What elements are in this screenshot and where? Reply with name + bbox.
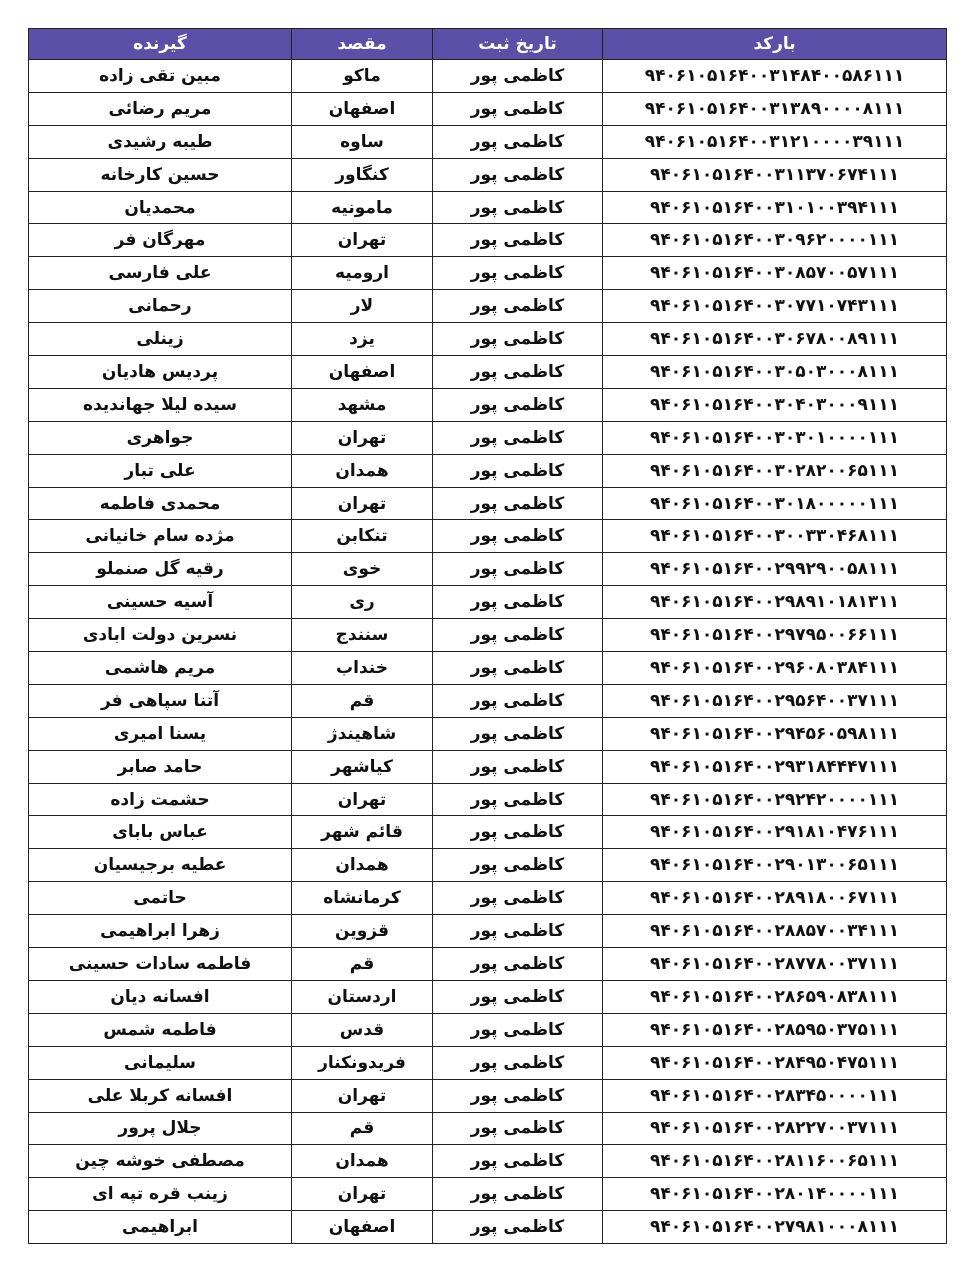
receiver-cell: مژده سام خانیانی <box>29 520 292 553</box>
barcode-cell: ۹۴۰۶۱۰۵۱۶۴۰۰۳۰۱۸۰۰۰۰۰۱۱۱ <box>603 487 947 520</box>
table-row <box>29 1013 947 1046</box>
barcode-cell: ۹۴۰۶۱۰۵۱۶۴۰۰۲۸۷۷۸۰۰۳۷۱۱۱ <box>603 948 947 981</box>
barcode-cell: ۹۴۰۶۱۰۵۱۶۴۰۰۳۱۳۸۹۰۰۰۰۸۱۱۱ <box>603 92 947 125</box>
barcode-cell: ۹۴۰۶۱۰۵۱۶۴۰۰۳۱۲۱۰۰۰۰۳۹۱۱۱ <box>603 125 947 158</box>
destination-cell: قم <box>292 684 433 717</box>
receiver-cell: مریم رضائی <box>29 92 292 125</box>
table-row <box>29 553 947 586</box>
barcode-cell: ۹۴۰۶۱۰۵۱۶۴۰۰۲۹۶۰۸۰۳۸۴۱۱۱ <box>603 652 947 685</box>
table-row <box>29 1046 947 1079</box>
receiver-cell: جواهری <box>29 421 292 454</box>
receiver-cell: آسیه حسینی <box>29 586 292 619</box>
receiver-cell: عطیه برجیسیان <box>29 849 292 882</box>
destination-cell: قم <box>292 1112 433 1145</box>
receiver-cell: آتنا سپاهی فر <box>29 684 292 717</box>
date-cell: کاظمی پور <box>433 915 603 948</box>
date-cell: کاظمی پور <box>433 849 603 882</box>
destination-cell: مامونیه <box>292 191 433 224</box>
barcode-cell: ۹۴۰۶۱۰۵۱۶۴۰۰۲۹۹۲۹۰۰۵۸۱۱۱ <box>603 553 947 586</box>
date-cell: کاظمی پور <box>433 125 603 158</box>
destination-cell: تهران <box>292 1079 433 1112</box>
table-row <box>29 948 947 981</box>
destination-cell: سنندج <box>292 619 433 652</box>
barcode-cell: ۹۴۰۶۱۰۵۱۶۴۰۰۲۷۹۸۱۰۰۰۸۱۱۱ <box>603 1211 947 1244</box>
date-cell: کاظمی پور <box>433 882 603 915</box>
date-cell: کاظمی پور <box>433 454 603 487</box>
receiver-cell: رقیه گل صنملو <box>29 553 292 586</box>
table-row <box>29 1079 947 1112</box>
date-cell: کاظمی پور <box>433 487 603 520</box>
table-row <box>29 421 947 454</box>
barcode-cell: ۹۴۰۶۱۰۵۱۶۴۰۰۳۰۴۰۳۰۰۰۹۱۱۱ <box>603 388 947 421</box>
table-row <box>29 652 947 685</box>
destination-cell: همدان <box>292 1145 433 1178</box>
barcode-cell: ۹۴۰۶۱۰۵۱۶۴۰۰۳۰۷۷۱۰۷۴۳۱۱۱ <box>603 290 947 323</box>
destination-cell: تهران <box>292 224 433 257</box>
receiver-cell: سیده لیلا جهاندیده <box>29 388 292 421</box>
destination-cell: تهران <box>292 487 433 520</box>
barcode-cell: ۹۴۰۶۱۰۵۱۶۴۰۰۳۱۴۸۴۰۰۵۸۶۱۱۱ <box>603 60 947 93</box>
table-row <box>29 1178 947 1211</box>
header-date: تاریخ ثبت <box>433 29 603 60</box>
date-cell: کاظمی پور <box>433 257 603 290</box>
barcode-cell: ۹۴۰۶۱۰۵۱۶۴۰۰۲۹۳۱۸۴۴۴۷۱۱۱ <box>603 750 947 783</box>
table-row <box>29 520 947 553</box>
receiver-cell: نسرین دولت ابادی <box>29 619 292 652</box>
table-row <box>29 980 947 1013</box>
date-cell: کاظمی پور <box>433 60 603 93</box>
destination-cell: تهران <box>292 783 433 816</box>
date-cell: کاظمی پور <box>433 356 603 389</box>
date-cell: کاظمی پور <box>433 92 603 125</box>
destination-cell: خوی <box>292 553 433 586</box>
receiver-cell: رحمانی <box>29 290 292 323</box>
table-row <box>29 1145 947 1178</box>
date-cell: کاظمی پور <box>433 980 603 1013</box>
barcode-cell: ۹۴۰۶۱۰۵۱۶۴۰۰۲۹۱۸۱۰۴۷۶۱۱۱ <box>603 816 947 849</box>
date-cell: کاظمی پور <box>433 684 603 717</box>
destination-cell: ساوه <box>292 125 433 158</box>
barcode-cell: ۹۴۰۶۱۰۵۱۶۴۰۰۳۰۰۳۳۰۴۶۸۱۱۱ <box>603 520 947 553</box>
date-cell: کاظمی پور <box>433 783 603 816</box>
barcode-cell: ۹۴۰۶۱۰۵۱۶۴۰۰۳۰۲۸۲۰۰۶۵۱۱۱ <box>603 454 947 487</box>
receiver-cell: یسنا امیری <box>29 717 292 750</box>
barcode-cell: ۹۴۰۶۱۰۵۱۶۴۰۰۳۰۸۵۷۰۰۵۷۱۱۱ <box>603 257 947 290</box>
receiver-cell: علی فارسی <box>29 257 292 290</box>
receiver-cell: سلیمانی <box>29 1046 292 1079</box>
barcode-cell: ۹۴۰۶۱۰۵۱۶۴۰۰۲۹۵۶۴۰۰۳۷۱۱۱ <box>603 684 947 717</box>
table-row <box>29 783 947 816</box>
barcode-cell: ۹۴۰۶۱۰۵۱۶۴۰۰۲۸۸۵۷۰۰۳۴۱۱۱ <box>603 915 947 948</box>
date-cell: کاظمی پور <box>433 1046 603 1079</box>
destination-cell: فریدونکنار <box>292 1046 433 1079</box>
table-row <box>29 323 947 356</box>
destination-cell: اصفهان <box>292 356 433 389</box>
destination-cell: تهران <box>292 1178 433 1211</box>
date-cell: کاظمی پور <box>433 750 603 783</box>
receiver-cell: حاتمی <box>29 882 292 915</box>
date-cell: کاظمی پور <box>433 948 603 981</box>
barcode-cell: ۹۴۰۶۱۰۵۱۶۴۰۰۲۸۳۴۵۰۰۰۰۱۱۱ <box>603 1079 947 1112</box>
table-row <box>29 717 947 750</box>
date-cell: کاظمی پور <box>433 290 603 323</box>
table-row <box>29 882 947 915</box>
table-row <box>29 1211 947 1244</box>
receiver-cell: محمدیان <box>29 191 292 224</box>
table-row <box>29 356 947 389</box>
barcode-cell: ۹۴۰۶۱۰۵۱۶۴۰۰۲۸۶۵۹۰۸۳۸۱۱۱ <box>603 980 947 1013</box>
barcode-cell: ۹۴۰۶۱۰۵۱۶۴۰۰۲۹۸۹۱۰۱۸۱۳۱۱ <box>603 586 947 619</box>
destination-cell: شاهیندژ <box>292 717 433 750</box>
receiver-cell: حشمت زاده <box>29 783 292 816</box>
receiver-cell: مهرگان فر <box>29 224 292 257</box>
destination-cell: قائم شهر <box>292 816 433 849</box>
receiver-cell: فاطمه شمس <box>29 1013 292 1046</box>
destination-cell: اصفهان <box>292 92 433 125</box>
receiver-cell: محمدی فاطمه <box>29 487 292 520</box>
barcode-cell: ۹۴۰۶۱۰۵۱۶۴۰۰۳۱۰۱۰۰۳۹۴۱۱۱ <box>603 191 947 224</box>
table-row <box>29 257 947 290</box>
date-cell: کاظمی پور <box>433 1013 603 1046</box>
header-receiver: گیرنده <box>29 29 292 60</box>
date-cell: کاظمی پور <box>433 1112 603 1145</box>
date-cell: کاظمی پور <box>433 586 603 619</box>
date-cell: کاظمی پور <box>433 421 603 454</box>
table-row <box>29 1112 947 1145</box>
table-row <box>29 388 947 421</box>
destination-cell: ارومیه <box>292 257 433 290</box>
date-cell: کاظمی پور <box>433 553 603 586</box>
receiver-cell: علی تبار <box>29 454 292 487</box>
destination-cell: اصفهان <box>292 1211 433 1244</box>
barcode-cell: ۹۴۰۶۱۰۵۱۶۴۰۰۲۹۷۹۵۰۰۶۶۱۱۱ <box>603 619 947 652</box>
destination-cell: لار <box>292 290 433 323</box>
date-cell: کاظمی پور <box>433 816 603 849</box>
date-cell: کاظمی پور <box>433 158 603 191</box>
receiver-cell: حامد صابر <box>29 750 292 783</box>
barcode-cell: ۹۴۰۶۱۰۵۱۶۴۰۰۲۹۲۴۲۰۰۰۰۱۱۱ <box>603 783 947 816</box>
table-row <box>29 849 947 882</box>
receiver-cell: طیبه رشیدی <box>29 125 292 158</box>
table-row <box>29 816 947 849</box>
destination-cell: تهران <box>292 421 433 454</box>
receiver-cell: جلال پرور <box>29 1112 292 1145</box>
destination-cell: قزوین <box>292 915 433 948</box>
destination-cell: ری <box>292 586 433 619</box>
table-row <box>29 158 947 191</box>
barcode-cell: ۹۴۰۶۱۰۵۱۶۴۰۰۳۰۵۰۳۰۰۰۸۱۱۱ <box>603 356 947 389</box>
barcode-cell: ۹۴۰۶۱۰۵۱۶۴۰۰۲۸۹۱۸۰۰۶۷۱۱۱ <box>603 882 947 915</box>
destination-cell: ماکو <box>292 60 433 93</box>
date-cell: کاظمی پور <box>433 520 603 553</box>
barcode-cell: ۹۴۰۶۱۰۵۱۶۴۰۰۲۸۲۲۷۰۰۳۷۱۱۱ <box>603 1112 947 1145</box>
table-row <box>29 586 947 619</box>
barcode-cell: ۹۴۰۶۱۰۵۱۶۴۰۰۲۹۰۱۳۰۰۶۵۱۱۱ <box>603 849 947 882</box>
barcode-cell: ۹۴۰۶۱۰۵۱۶۴۰۰۲۹۴۵۶۰۵۹۸۱۱۱ <box>603 717 947 750</box>
date-cell: کاظمی پور <box>433 224 603 257</box>
receiver-cell: ابراهیمی <box>29 1211 292 1244</box>
receiver-cell: مریم هاشمی <box>29 652 292 685</box>
table-row <box>29 487 947 520</box>
table-row <box>29 125 947 158</box>
date-cell: کاظمی پور <box>433 717 603 750</box>
date-cell: کاظمی پور <box>433 1178 603 1211</box>
table-row <box>29 750 947 783</box>
receiver-cell: افسانه دیان <box>29 980 292 1013</box>
date-cell: کاظمی پور <box>433 619 603 652</box>
receiver-cell: افسانه کربلا علی <box>29 1079 292 1112</box>
shipment-table <box>28 28 947 1244</box>
barcode-cell: ۹۴۰۶۱۰۵۱۶۴۰۰۳۰۶۷۸۰۰۸۹۱۱۱ <box>603 323 947 356</box>
receiver-cell: زینلی <box>29 323 292 356</box>
receiver-cell: فاطمه سادات حسینی <box>29 948 292 981</box>
table-row <box>29 454 947 487</box>
date-cell: کاظمی پور <box>433 652 603 685</box>
destination-cell: اردستان <box>292 980 433 1013</box>
table-row <box>29 915 947 948</box>
destination-cell: قدس <box>292 1013 433 1046</box>
destination-cell: همدان <box>292 454 433 487</box>
receiver-cell: زهرا ابراهیمی <box>29 915 292 948</box>
barcode-cell: ۹۴۰۶۱۰۵۱۶۴۰۰۲۸۴۹۵۰۴۷۵۱۱۱ <box>603 1046 947 1079</box>
receiver-cell: پردیس هادیان <box>29 356 292 389</box>
receiver-cell: حسین کارخانه <box>29 158 292 191</box>
receiver-cell: زینب قره تپه ای <box>29 1178 292 1211</box>
barcode-cell: ۹۴۰۶۱۰۵۱۶۴۰۰۳۱۱۳۷۰۶۷۴۱۱۱ <box>603 158 947 191</box>
table-row <box>29 619 947 652</box>
destination-cell: همدان <box>292 849 433 882</box>
date-cell: کاظمی پور <box>433 1211 603 1244</box>
table-header <box>29 29 947 60</box>
table-row <box>29 684 947 717</box>
destination-cell: مشهد <box>292 388 433 421</box>
shipment-sheet <box>28 28 946 1244</box>
barcode-cell: ۹۴۰۶۱۰۵۱۶۴۰۰۳۰۳۰۱۰۰۰۰۱۱۱ <box>603 421 947 454</box>
date-cell: کاظمی پور <box>433 1145 603 1178</box>
table-row <box>29 191 947 224</box>
table-row <box>29 60 947 93</box>
barcode-cell: ۹۴۰۶۱۰۵۱۶۴۰۰۳۰۹۶۲۰۰۰۰۱۱۱ <box>603 224 947 257</box>
destination-cell: کرمانشاه <box>292 882 433 915</box>
table-row <box>29 92 947 125</box>
receiver-cell: عباس بابای <box>29 816 292 849</box>
destination-cell: خنداب <box>292 652 433 685</box>
header-destination: مقصد <box>292 29 433 60</box>
destination-cell: یزد <box>292 323 433 356</box>
header-barcode: بارکد <box>603 29 947 60</box>
date-cell: کاظمی پور <box>433 191 603 224</box>
barcode-cell: ۹۴۰۶۱۰۵۱۶۴۰۰۲۸۵۹۵۰۳۷۵۱۱۱ <box>603 1013 947 1046</box>
date-cell: کاظمی پور <box>433 323 603 356</box>
receiver-cell: مبین تقی زاده <box>29 60 292 93</box>
destination-cell: کنگاور <box>292 158 433 191</box>
table-body <box>29 60 947 1244</box>
destination-cell: کیاشهر <box>292 750 433 783</box>
date-cell: کاظمی پور <box>433 388 603 421</box>
destination-cell: قم <box>292 948 433 981</box>
barcode-cell: ۹۴۰۶۱۰۵۱۶۴۰۰۲۸۰۱۴۰۰۰۰۱۱۱ <box>603 1178 947 1211</box>
table-row <box>29 290 947 323</box>
barcode-cell: ۹۴۰۶۱۰۵۱۶۴۰۰۲۸۱۱۶۰۰۶۵۱۱۱ <box>603 1145 947 1178</box>
destination-cell: تنکابن <box>292 520 433 553</box>
header-row <box>29 29 947 60</box>
table-row <box>29 224 947 257</box>
receiver-cell: مصطفی خوشه چین <box>29 1145 292 1178</box>
date-cell: کاظمی پور <box>433 1079 603 1112</box>
